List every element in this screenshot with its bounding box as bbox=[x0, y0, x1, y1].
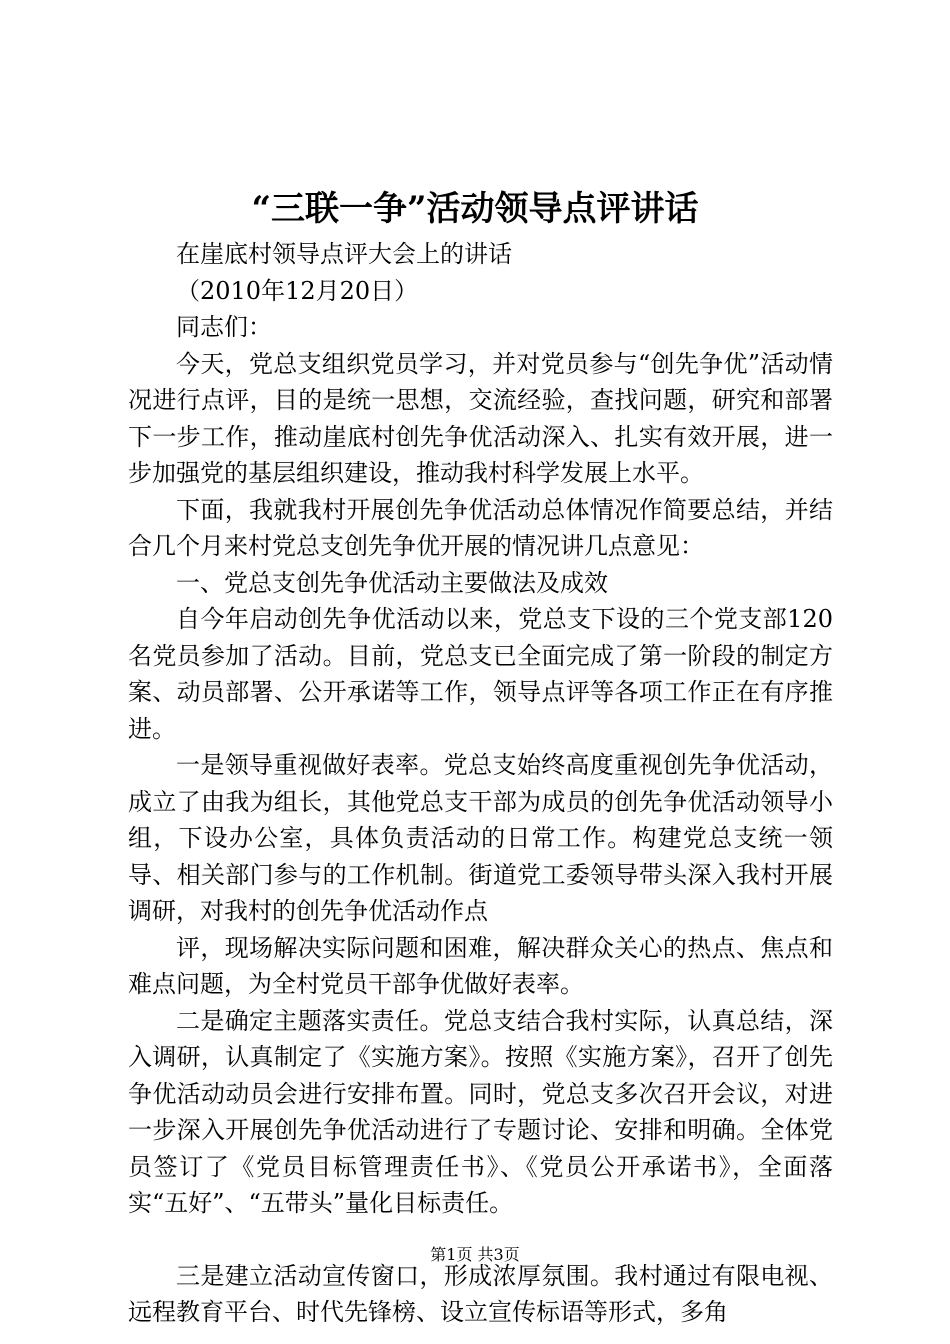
paragraph-point-1-cont: 评，现场解决实际问题和困难，解决群众关心的热点、焦点和难点问题，为全村党员干部争优做好表率。 bbox=[128, 933, 833, 998]
speech-date: （2010年12月20日） bbox=[176, 276, 419, 305]
paragraph-point-2: 二是确定主题落实责任。党总支结合我村实际，认真总结，深入调研，认真制定了《实施方案》。按照《实施方案》，召开了创先争优活动动员会进行安排布置。同时，党总支多次召开会议，对进一步深入开展创先争优活动进行了专题讨论、安排和明确。全体党员签订了《党员目标管理责任书》、《党员公开承诺书》，全面落实“五好”、“五带头”量化目标责任。 bbox=[128, 1006, 833, 1217]
paragraph-intro: 今天，党总支组织党员学习，并对党员参与“创先争优”活动情况进行点评，目的是统一思想，交流经验，查找问题，研究和部署下一步工作，推动崖底村创先争优活动深入、扎实有效开展，进一步加强党的基层组织建设，推动我村科学发展上水平。 bbox=[128, 349, 833, 487]
paragraph-progress: 自今年启动创先争优活动以来，党总支下设的三个党支部120名党员参加了活动。目前，党总支已全面完成了第一阶段的制定方案、动员部署、公开承诺等工作，领导点评等各项工作正在有序推进。 bbox=[128, 605, 833, 743]
paragraph-point-1: 一是领导重视做好表率。党总支始终高度重视创先争优活动，成立了由我为组长，其他党总支干部为成员的创先争优活动领导小组，下设办公室，具体负责活动的日常工作。构建党总支统一领导、相关部门参与的工作机制。街道党工委领导带头深入我村开展调研，对我村的创先争优活动作点 bbox=[128, 751, 833, 925]
salutation: 同志们： bbox=[176, 313, 272, 341]
page-footer: 第1页 共3页 bbox=[430, 1245, 520, 1264]
paragraph-summary: 下面，我就我村开展创先争优活动总体情况作简要总结，并结合几个月来村党总支创先争优开展的情况讲几点意见： bbox=[128, 495, 833, 560]
speech-subtitle: 在崖底村领导点评大会上的讲话 bbox=[176, 240, 512, 268]
paragraph-point-3: 三是建立活动宣传窗口，形成浓厚氛围。我村通过有限电视、远程教育平台、时代先锋榜、设立宣传标语等形式，多角 bbox=[128, 1261, 833, 1326]
section-heading-1: 一、党总支创先争优活动主要做法及成效 bbox=[176, 568, 608, 597]
document-title: “三联一争”活动领导点评讲话 bbox=[251, 189, 699, 229]
document-body bbox=[128, 236, 833, 1331]
